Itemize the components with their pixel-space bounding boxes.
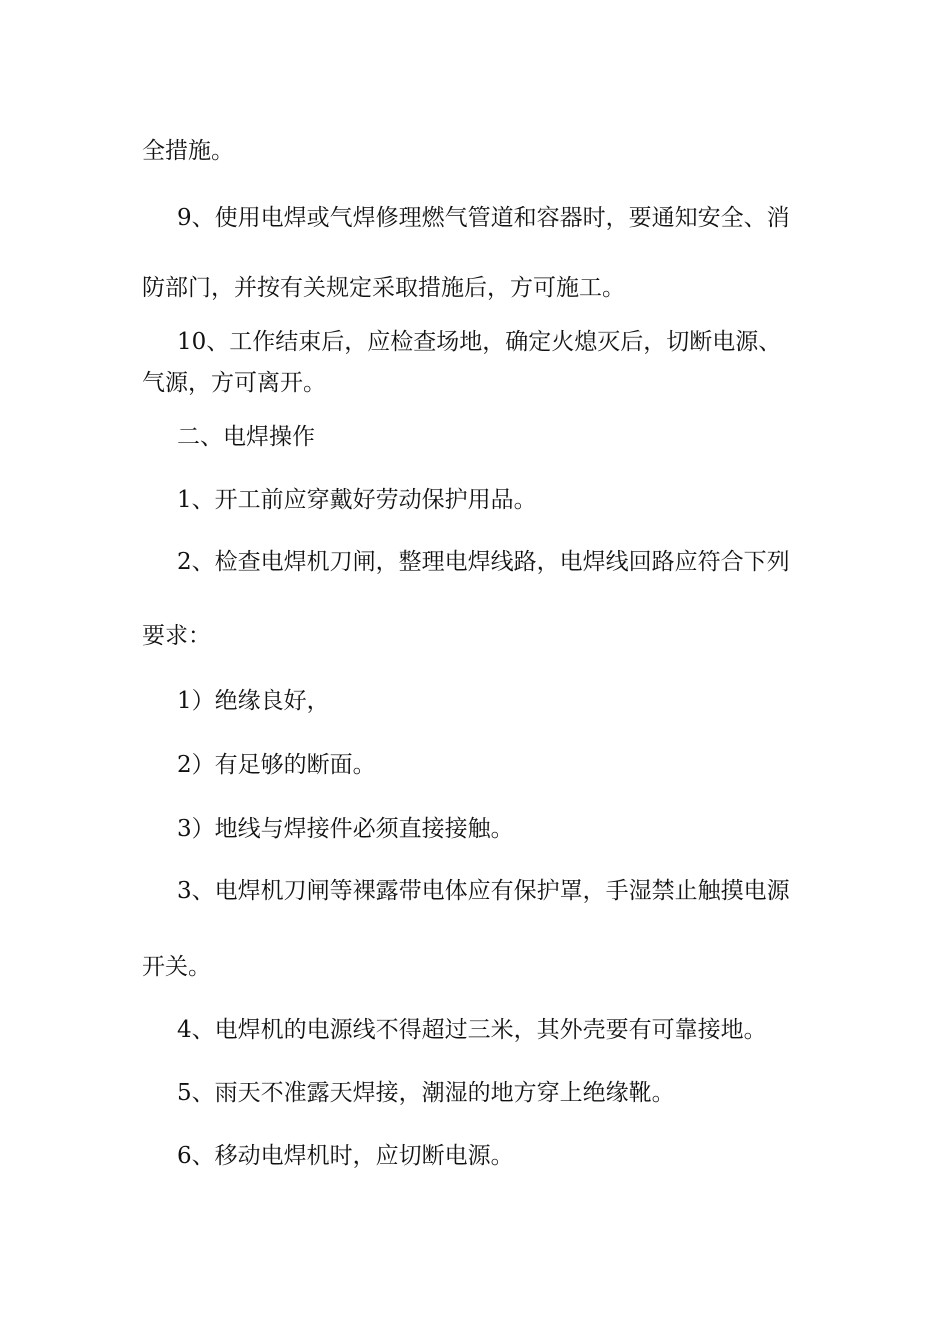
section-heading: 二、电焊操作 [177,424,315,450]
text-line: 4、电焊机的电源线不得超过三米，其外壳要有可靠接地。 [177,1017,767,1043]
text-line: 2、检查电焊机刀闸，整理电焊线路，电焊线回路应符合下列 [177,549,790,575]
text-line: 开关。 [142,954,211,980]
text-line: 气源，方可离开。 [142,370,326,396]
text-line: 3、电焊机刀闸等裸露带电体应有保护罩，手湿禁止触摸电源 [177,878,790,904]
text-line: 全措施。 [142,138,234,164]
text-line: 10、工作结束后，应检查场地，确定火熄灭后，切断电源、 [177,329,782,355]
text-line: 防部门，并按有关规定采取措施后，方可施工。 [142,275,625,301]
text-line: 5、雨天不准露天焊接，潮湿的地方穿上绝缘靴。 [177,1080,675,1106]
text-line: 2）有足够的断面。 [177,752,376,778]
text-line: 1、开工前应穿戴好劳动保护用品。 [177,487,537,513]
text-line: 1）绝缘良好， [177,688,330,714]
text-line: 6、移动电焊机时，应切断电源。 [177,1143,514,1169]
text-line: 要求： [142,623,211,649]
text-line: 3）地线与焊接件必须直接接触。 [177,816,514,842]
text-line: 9、使用电焊或气焊修理燃气管道和容器时，要通知安全、消 [177,205,790,231]
